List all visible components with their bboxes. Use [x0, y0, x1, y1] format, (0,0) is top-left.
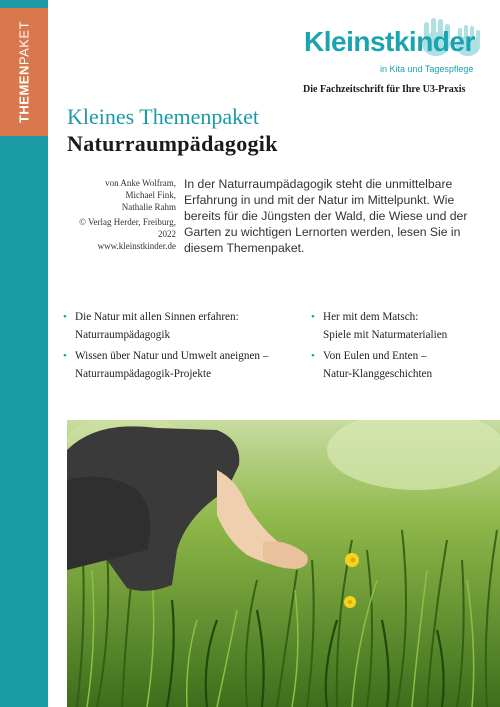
logo-wordmark: Kleinstkinder: [304, 26, 475, 57]
bullet-icon: •: [311, 350, 315, 362]
website-link[interactable]: www.kleinstkinder.de: [97, 241, 176, 251]
grass-child-illustration: [67, 420, 500, 707]
intro-paragraph: In der Naturraumpädagogik steht die unmittelbare Erfahrung in und mit der Natur im Mittelpunkt. Wie bereits für die Jüngsten der Wald, die Wiese und der Garten zu wichtigen Lernorten werden, lesen Sie in diesem Themenpaket.: [184, 177, 468, 255]
topic-list-right: [311, 308, 491, 386]
sidebar-label: THEMENPAKET: [16, 20, 32, 124]
photo-credit: Foto: Getty Images / iStock: [60, 579, 66, 640]
page-kicker: Kleines Themenpaket: [67, 104, 260, 129]
topic-item: • Von Eulen und Enten – Natur-Klanggeschichten: [311, 347, 491, 383]
author-line: Michael Fink,: [125, 190, 176, 200]
bullet-icon: •: [311, 311, 315, 323]
topic-item: • Wissen über Natur und Umwelt aneignen – Naturraumpädagogik-Projekte: [63, 347, 303, 383]
author-line: Nathalie Rahm: [121, 202, 176, 212]
cover-photo: [67, 420, 500, 707]
authors-block: [68, 177, 176, 213]
topic-item: • Die Natur mit allen Sinnen erfahren: Naturraumpädagogik: [63, 308, 303, 344]
topic-item: • Her mit dem Matsch: Spiele mit Naturmaterialien: [311, 308, 491, 344]
bullet-icon: •: [63, 350, 67, 362]
topic-list-left: [63, 308, 303, 386]
page-title: Naturraumpädagogik: [67, 131, 278, 156]
copyright-line: © Verlag Herder, Freiburg, 2022: [79, 217, 176, 239]
magazine-tagline: Die Fachzeitschrift für Ihre U3-Praxis: [303, 84, 466, 95]
copyright-block: [60, 216, 176, 252]
bullet-icon: •: [63, 311, 67, 323]
author-line: von Anke Wolfram,: [105, 178, 176, 188]
logo-subtitle: in Kita und Tagespflege: [380, 64, 474, 74]
